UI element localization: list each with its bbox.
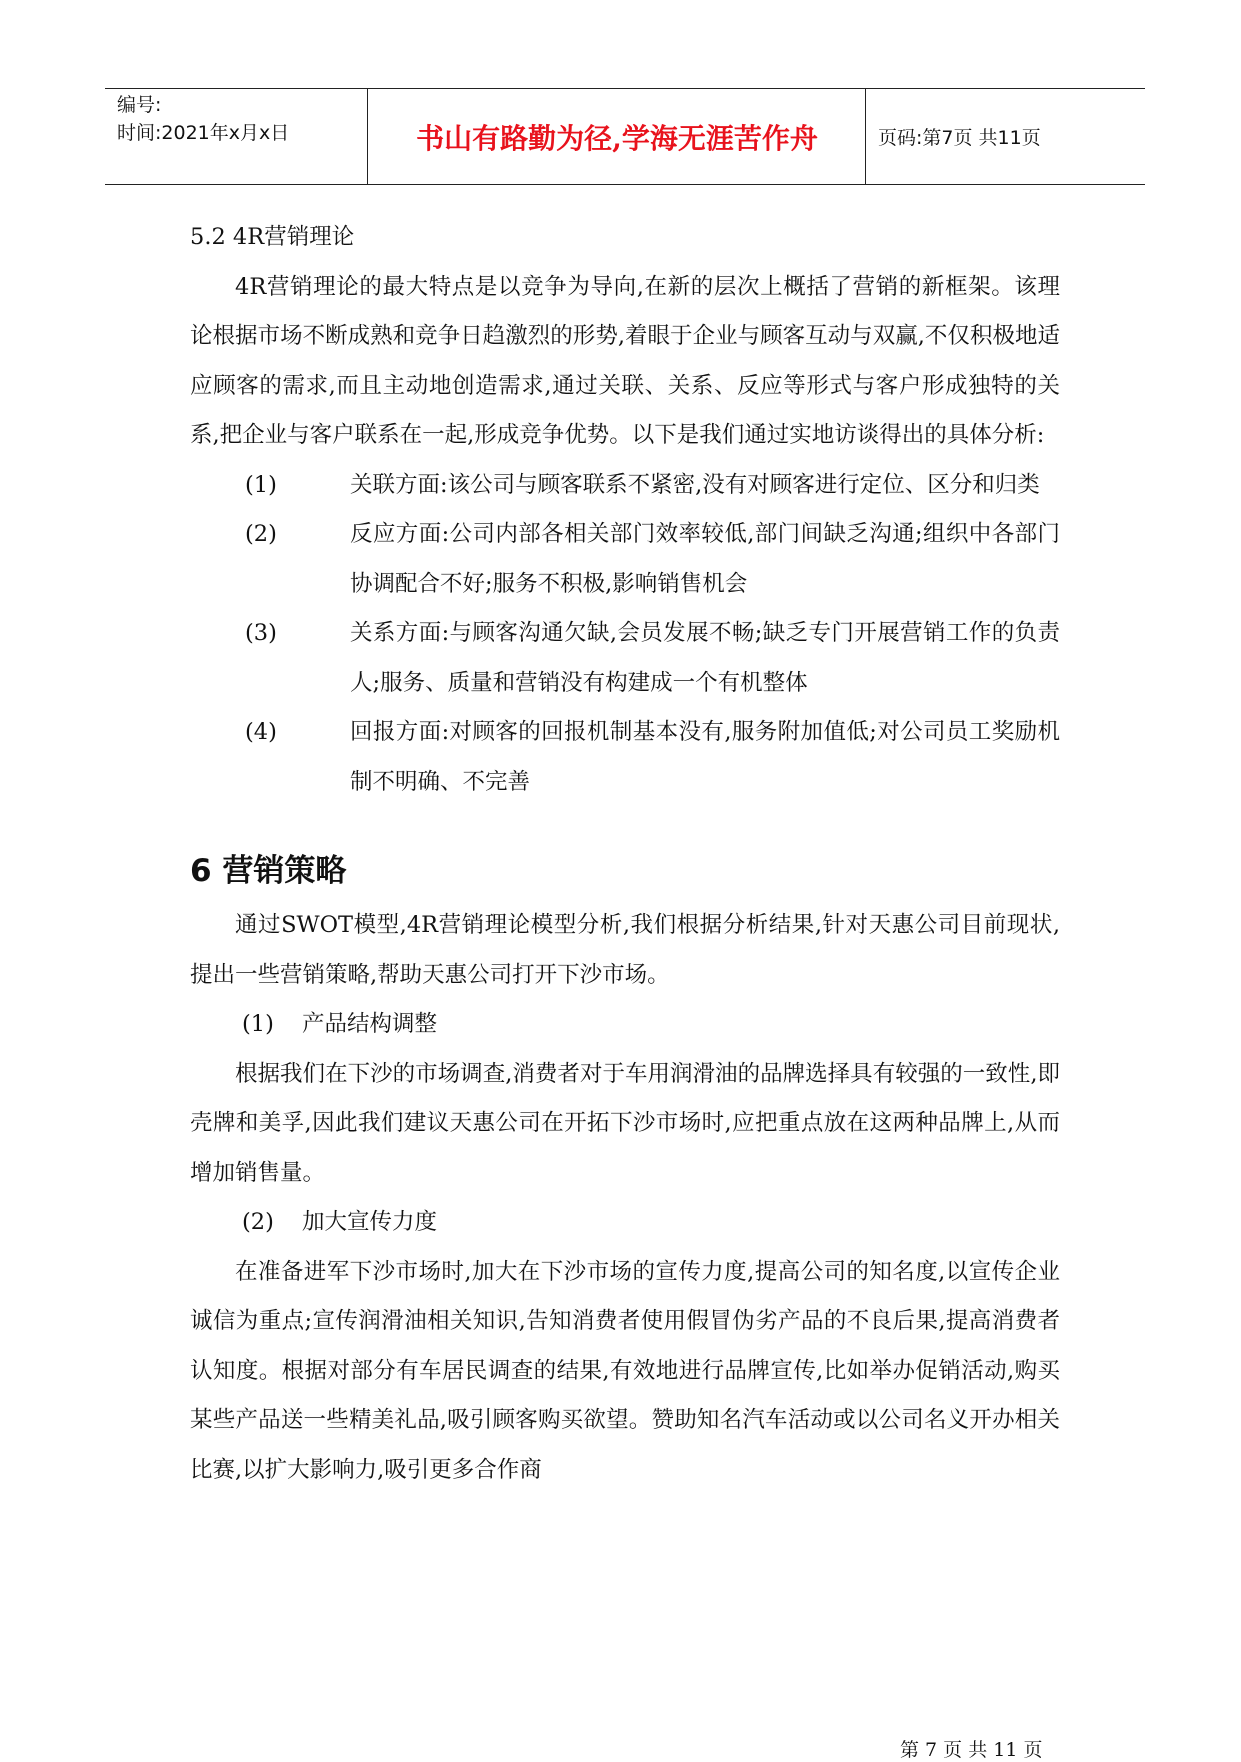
- analysis-item-number: (3): [245, 620, 277, 646]
- header-page-label: 页码:第7页 共11页: [878, 127, 1041, 149]
- document-time-label: 时间:2021年x月x日: [117, 122, 290, 144]
- strategy-2-heading: [190, 1198, 1060, 1248]
- analysis-item-number: (1): [245, 471, 277, 498]
- analysis-item-number: (4): [245, 719, 277, 745]
- analysis-item-text: 关联方面:该公司与顾客联系不紧密,没有对顾客进行定位、区分和归类: [350, 471, 1040, 498]
- strategy-2-number: (2): [242, 1209, 274, 1235]
- document-body: [190, 213, 1060, 1495]
- strategy-1-label: 产品结构调整: [302, 1011, 438, 1037]
- analysis-item: [190, 510, 1060, 609]
- analysis-item: [190, 708, 1060, 807]
- analysis-item-text: 回报方面:对顾客的回报机制基本没有,服务附加值低;对公司员工奖励机制不明确、不完善: [350, 719, 1060, 795]
- section-6-intro: 通过SWOT模型,4R营销理论模型分析,我们根据分析结果,针对天惠公司目前现状,提出一些营销策略,帮助天惠公司打开下沙市场。: [190, 912, 1060, 988]
- analysis-item-number: (2): [245, 521, 277, 547]
- analysis-item: [190, 609, 1060, 708]
- analysis-item-text: 关系方面:与顾客沟通欠缺,会员发展不畅;缺乏专门开展营销工作的负责人;服务、质量和营销没有构建成一个有机整体: [350, 620, 1060, 696]
- strategy-2-paragraph: 在准备进军下沙市场时,加大在下沙市场的宣传力度,提高公司的知名度,以宣传企业诚信为重点;宣传润滑油相关知识,告知消费者使用假冒伪劣产品的不良后果,提高消费者认知度。根据对部分有车居民调查的结果,有效地进行品牌宣传,比如举办促销活动,购买某些产品送一些精美礼品,吸引顾客购买欲望。赞助知名汽车活动或以公司名义开办相关比赛,以扩大影响力,吸引更多合作商: [190, 1258, 1060, 1483]
- document-number-label: 编号:: [117, 94, 162, 116]
- page-header: [105, 88, 1145, 185]
- analysis-item-text: 反应方面:公司内部各相关部门效率较低,部门间缺乏沟通;组织中各部门协调配合不好;服务不积极,影响销售机会: [350, 521, 1060, 597]
- section-5-2-paragraph: 4R营销理论的最大特点是以竞争为导向,在新的层次上概括了营销的新框架。该理论根据市场不断成熟和竞争日趋激烈的形势,着眼于企业与顾客互动与双赢,不仅积极地适应顾客的需求,而且主动地创造需求,通过关联、关系、反应等形式与客户形成独特的关系,把企业与客户联系在一起,形成竞争优势。以下是我们通过实地访谈得出的具体分析:: [190, 273, 1060, 448]
- strategy-1-number: (1): [242, 1011, 274, 1037]
- strategy-1-heading: [190, 1000, 1060, 1050]
- section-5-2-title: 5.2 4R营销理论: [190, 224, 355, 250]
- header-meta: [105, 89, 368, 184]
- analysis-item: [190, 461, 1060, 511]
- strategy-2-label: 加大宣传力度: [302, 1209, 438, 1235]
- page-footer: 第 7 页 共 11 页: [900, 1739, 1043, 1761]
- section-6-heading: 6 营销策略: [190, 853, 347, 889]
- header-motto: 书山有路勤为径,学海无涯苦作舟: [369, 89, 866, 184]
- strategy-1-paragraph: 根据我们在下沙的市场调查,消费者对于车用润滑油的品牌选择具有较强的一致性,即壳牌和美孚,因此我们建议天惠公司在开拓下沙市场时,应把重点放在这两种品牌上,从而增加销售量。: [190, 1060, 1060, 1186]
